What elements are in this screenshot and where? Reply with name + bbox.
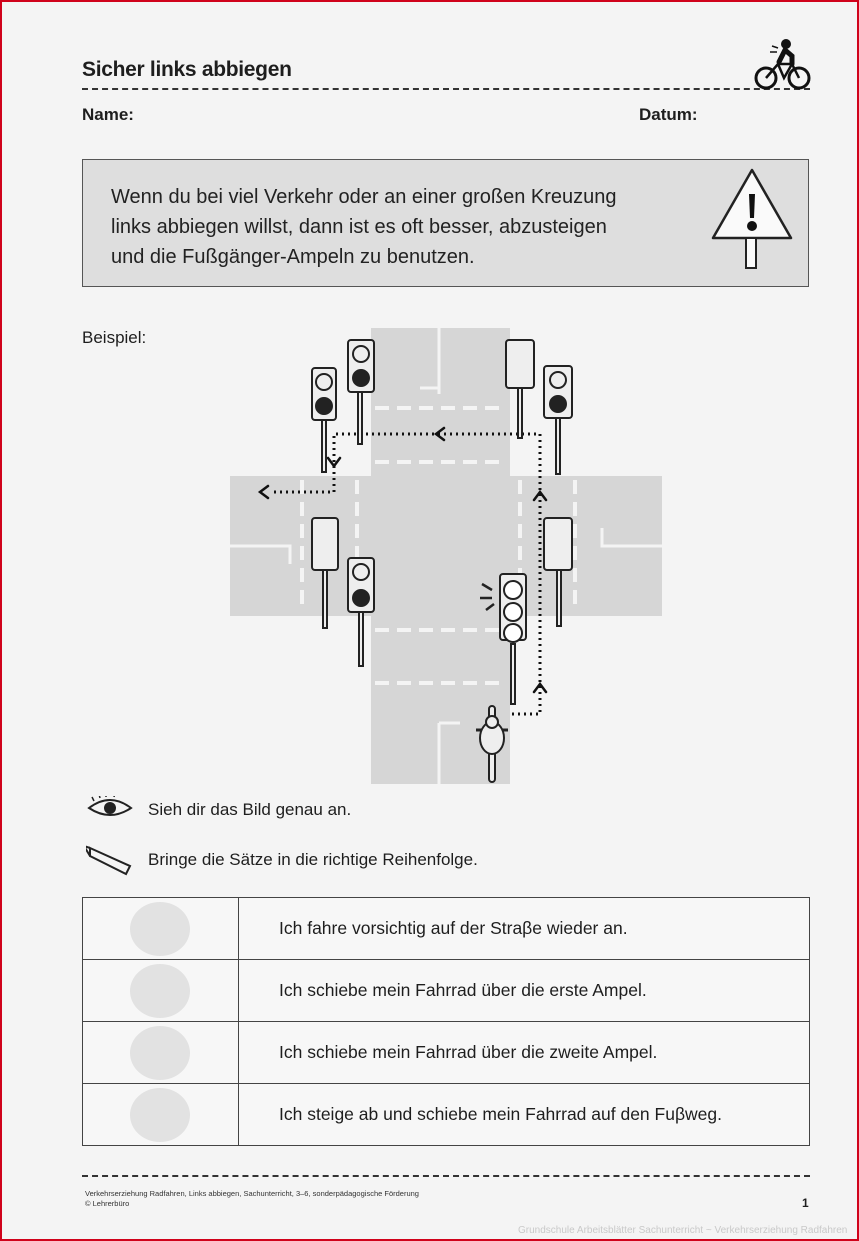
order-number-cell[interactable] bbox=[83, 960, 239, 1022]
example-label: Beispiel: bbox=[82, 328, 147, 347]
table-row bbox=[83, 898, 810, 960]
ordering-table bbox=[82, 897, 810, 1146]
number-circle bbox=[130, 1088, 190, 1142]
order-number-cell[interactable] bbox=[83, 1084, 239, 1146]
watermark: Grundschule Arbeitsblätter Sachunterricht ~ Verkehrserziehung Radfahren bbox=[518, 1225, 848, 1236]
sentence-cell: Ich schiebe mein Fahrrad über die erste Ampel. bbox=[239, 960, 810, 1022]
title-divider bbox=[82, 88, 810, 90]
info-line: und die Fußgänger-Ampeln zu benutzen. bbox=[111, 246, 475, 268]
task-look-text: Sieh dir das Bild genau an. bbox=[148, 800, 352, 819]
warning-sign-icon bbox=[709, 166, 795, 270]
footer-divider bbox=[82, 1175, 810, 1177]
table-row bbox=[83, 1084, 810, 1146]
info-box bbox=[82, 159, 809, 287]
intersection-illustration bbox=[230, 328, 662, 784]
roads bbox=[230, 328, 662, 784]
eye-icon bbox=[86, 796, 136, 820]
pencil-icon bbox=[86, 840, 136, 876]
info-line: Wenn du bei viel Verkehr oder an einer großen Kreuzung bbox=[111, 186, 617, 208]
table-row bbox=[83, 960, 810, 1022]
sentence-cell: Ich fahre vorsichtig auf der Straβe wieder an. bbox=[239, 898, 810, 960]
order-number-cell[interactable] bbox=[83, 1022, 239, 1084]
footer-line: © Lehrerbüro bbox=[85, 1199, 130, 1208]
page-title: Sicher links abbiegen bbox=[82, 58, 292, 81]
info-text bbox=[111, 182, 691, 272]
number-circle bbox=[130, 1026, 190, 1080]
sentence-cell: Ich schiebe mein Fahrrad über die zweite Ampel. bbox=[239, 1022, 810, 1084]
page-number: 1 bbox=[802, 1196, 809, 1210]
footer-line: Verkehrserziehung Radfahren, Links abbiegen, Sachunterricht, 3–6, sonderpädagogische Förderung bbox=[85, 1189, 419, 1198]
sentence-cell: Ich steige ab und schiebe mein Fahrrad auf den Fuβweg. bbox=[239, 1084, 810, 1146]
footer-credits bbox=[85, 1189, 419, 1209]
cyclist-icon bbox=[752, 36, 812, 92]
table-row bbox=[83, 1022, 810, 1084]
number-circle bbox=[130, 902, 190, 956]
name-field-label: Name: bbox=[82, 105, 134, 124]
order-number-cell[interactable] bbox=[83, 898, 239, 960]
info-line: links abbiegen willst, dann ist es oft besser, abzusteigen bbox=[111, 216, 607, 238]
date-field-label: Datum: bbox=[639, 105, 698, 124]
number-circle bbox=[130, 964, 190, 1018]
task-order-text: Bringe die Sätze in die richtige Reihenfolge. bbox=[148, 850, 478, 869]
